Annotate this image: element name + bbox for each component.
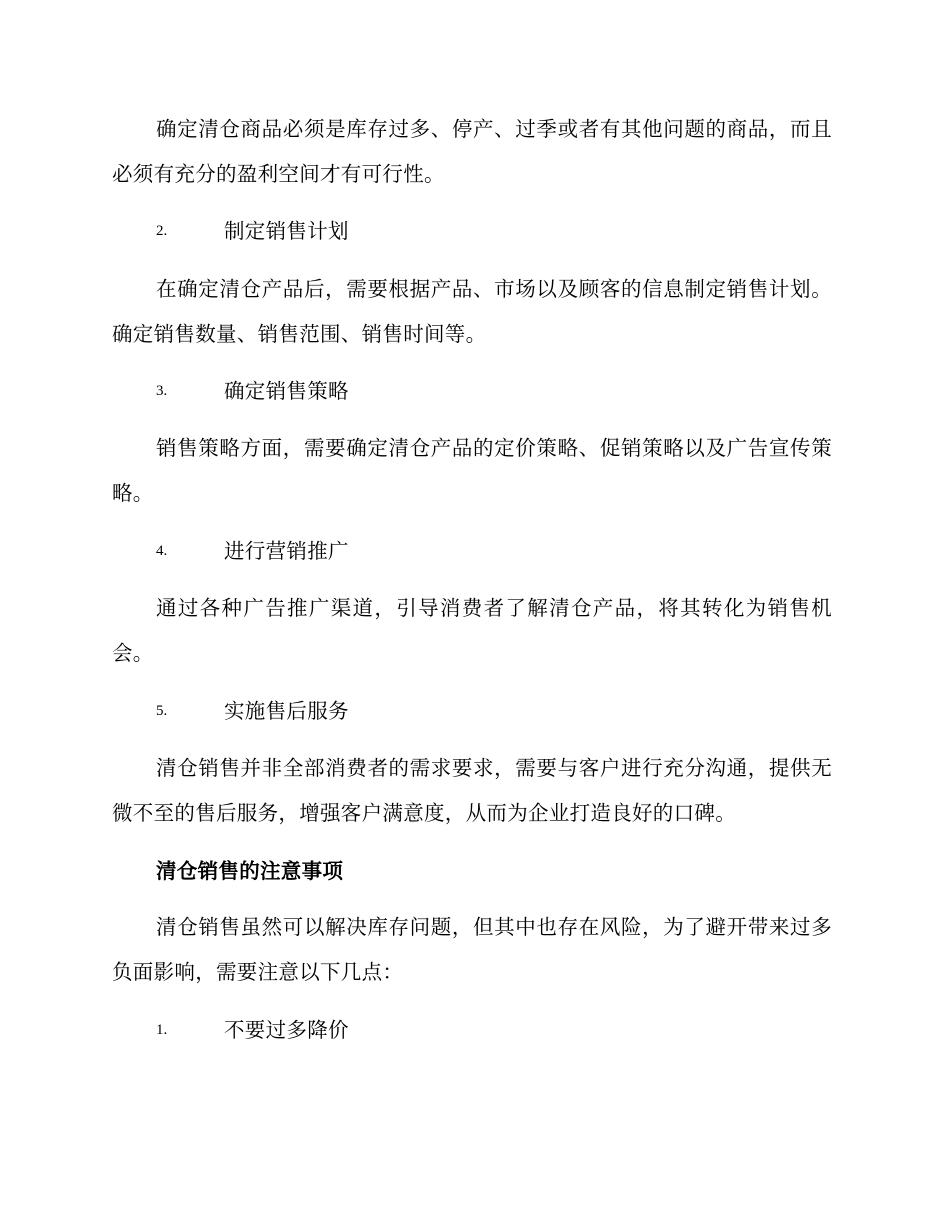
list-item-2 xyxy=(156,216,349,246)
list-number: 5. xyxy=(156,703,168,719)
paragraph-3: 销售策略方面，需要确定清仓产品的定价策略、促销策略以及广告宣传策略。 xyxy=(112,436,832,505)
list-item-5 xyxy=(156,696,349,726)
list-text: 不要过多降价 xyxy=(224,1018,349,1042)
list-text: 制定销售计划 xyxy=(224,219,349,243)
list-text: 进行营销推广 xyxy=(224,539,349,563)
paragraph-1: 确定清仓商品必须是库存过多、停产、过季或者有其他问题的商品，而且必须有充分的盈利空间才有可行性。 xyxy=(112,117,832,186)
list-number: 3. xyxy=(156,383,168,399)
list-item-4 xyxy=(156,536,349,566)
list-text: 确定销售策略 xyxy=(224,379,349,403)
list-number: 1. xyxy=(156,1022,168,1038)
paragraph-6: 清仓销售虽然可以解决库存问题，但其中也存在风险，为了避开带来过多负面影响，需要注意以下几点： xyxy=(112,915,832,984)
section-heading: 清仓销售的注意事项 xyxy=(156,859,344,883)
list-item-1 xyxy=(156,1015,349,1045)
list-item-3 xyxy=(156,376,349,406)
paragraph-5: 清仓销售并非全部消费者的需求要求，需要与客户进行充分沟通，提供无微不至的售后服务，增强客户满意度，从而为企业打造良好的口碑。 xyxy=(112,756,832,825)
list-number: 2. xyxy=(156,223,168,239)
paragraph-4: 通过各种广告推广渠道，引导消费者了解清仓产品，将其转化为销售机会。 xyxy=(112,596,832,665)
list-number: 4. xyxy=(156,543,168,559)
list-text: 实施售后服务 xyxy=(224,699,349,723)
paragraph-2: 在确定清仓产品后，需要根据产品、市场以及顾客的信息制定销售计划。确定销售数量、销售范围、销售时间等。 xyxy=(112,277,832,346)
